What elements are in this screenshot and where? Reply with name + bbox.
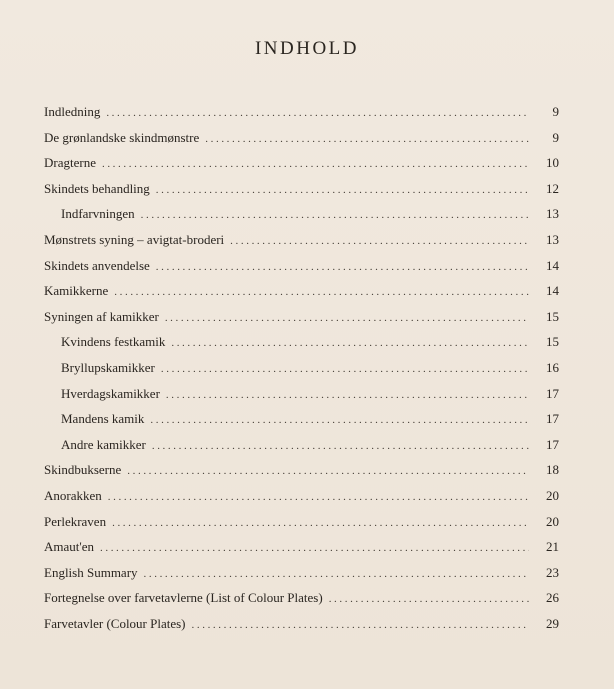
toc-entry-page: 17 [546,411,559,427]
toc-subentry [44,386,559,412]
toc-entry-page: 21 [546,539,559,555]
toc-entry-page: 9 [552,129,559,145]
toc-entry-label: Amaut'en [44,539,94,555]
toc-entry-label: Bryllupskamikker [61,359,155,375]
toc-entry-label: Fortegnelse over farvetavlerne (List of Colour Plates) [44,590,323,606]
toc-entry-label: Syningen af kamikker [44,308,159,324]
toc-entry-label: Mønstrets syning – avigtat-broderi [44,231,225,247]
toc-subentry [44,206,559,232]
toc-entry [44,258,559,284]
toc-entry-page: 10 [546,155,559,171]
toc-leader-dots [156,261,529,273]
toc-leader-dots [114,286,529,298]
toc-entry-label: Kvindens festkamik [61,334,166,350]
toc-subentry [44,334,559,360]
toc-entry-page: 17 [546,436,559,452]
toc-entry-page: 14 [546,257,559,273]
toc-leader-dots [329,593,529,605]
toc-entry [44,514,559,540]
toc-entry [44,155,559,181]
toc-entry [44,130,559,156]
toc-entry-page: 9 [552,104,559,119]
toc-leader-dots [106,107,529,119]
toc-entry-label: Andre kamikker [61,436,146,452]
toc-leader-dots [144,568,529,580]
toc-entry-label: Perlekraven [44,513,107,529]
page-title: INDHOLD [254,38,360,59]
toc-leader-dots [192,619,529,631]
toc-entry [44,181,559,207]
toc-entry-label: Hverdagskamikker [61,385,160,401]
toc-entry-page: 12 [546,180,559,196]
toc-entry [44,565,559,591]
toc-entry [44,590,559,616]
toc-entry-page: 15 [546,334,559,350]
toc-entry-page: 29 [546,615,559,631]
toc-entry-label: Skindets behandling [44,180,150,196]
toc-leader-dots [112,517,529,529]
toc-leader-dots [205,133,529,145]
toc-entry-label: English Summary [44,564,138,580]
toc-entry-page: 13 [546,231,559,247]
toc-entry [44,539,559,565]
toc-entry [44,104,559,130]
toc-leader-dots [165,312,529,324]
toc-leader-dots [156,184,529,196]
toc-entry-page: 18 [546,462,559,478]
toc-leader-dots [100,542,529,554]
toc-entry-label: Skindbukserne [44,462,122,478]
toc-entry-label: Dragterne [44,155,96,171]
toc-entry-label: De grønlandske skindmønstre [44,129,200,145]
toc-entry [44,488,559,514]
toc-leader-dots [230,235,529,247]
toc-entry-page: 20 [546,487,559,503]
toc-entry-label: Mandens kamik [61,411,145,427]
toc-leader-dots [108,491,529,503]
toc-entry-label: Farvetavler (Colour Plates) [44,615,186,631]
toc-entry-label: Indfarvningen [61,206,135,222]
toc-leader-dots [171,337,529,349]
toc-entry [44,283,559,309]
toc-subentry [44,360,559,386]
toc-leader-dots [150,414,529,426]
toc-entry-page: 20 [546,513,559,529]
toc-entry-page: 13 [546,206,559,222]
toc-entry [44,232,559,258]
toc-leader-dots [161,363,529,375]
toc-entry-page: 17 [546,385,559,401]
toc-leader-dots [141,209,529,221]
toc-entry-label: Indledning [44,104,101,119]
toc-entry-label: Skindets anvendelse [44,257,150,273]
toc-leader-dots [152,440,529,452]
toc-leader-dots [166,389,529,401]
table-of-contents [44,104,559,641]
toc-entry-page: 16 [546,359,559,375]
toc-entry [44,616,559,642]
toc-leader-dots [102,158,529,170]
toc-entry [44,309,559,335]
toc-entry [44,462,559,488]
toc-entry-page: 15 [546,308,559,324]
toc-entry-label: Kamikkerne [44,283,109,299]
toc-subentry [44,411,559,437]
toc-entry-label: Anorakken [44,487,102,503]
toc-entry-page: 26 [546,590,559,606]
toc-leader-dots [127,465,529,477]
toc-subentry [44,437,559,463]
toc-entry-page: 14 [546,283,559,299]
toc-entry-page: 23 [546,564,559,580]
